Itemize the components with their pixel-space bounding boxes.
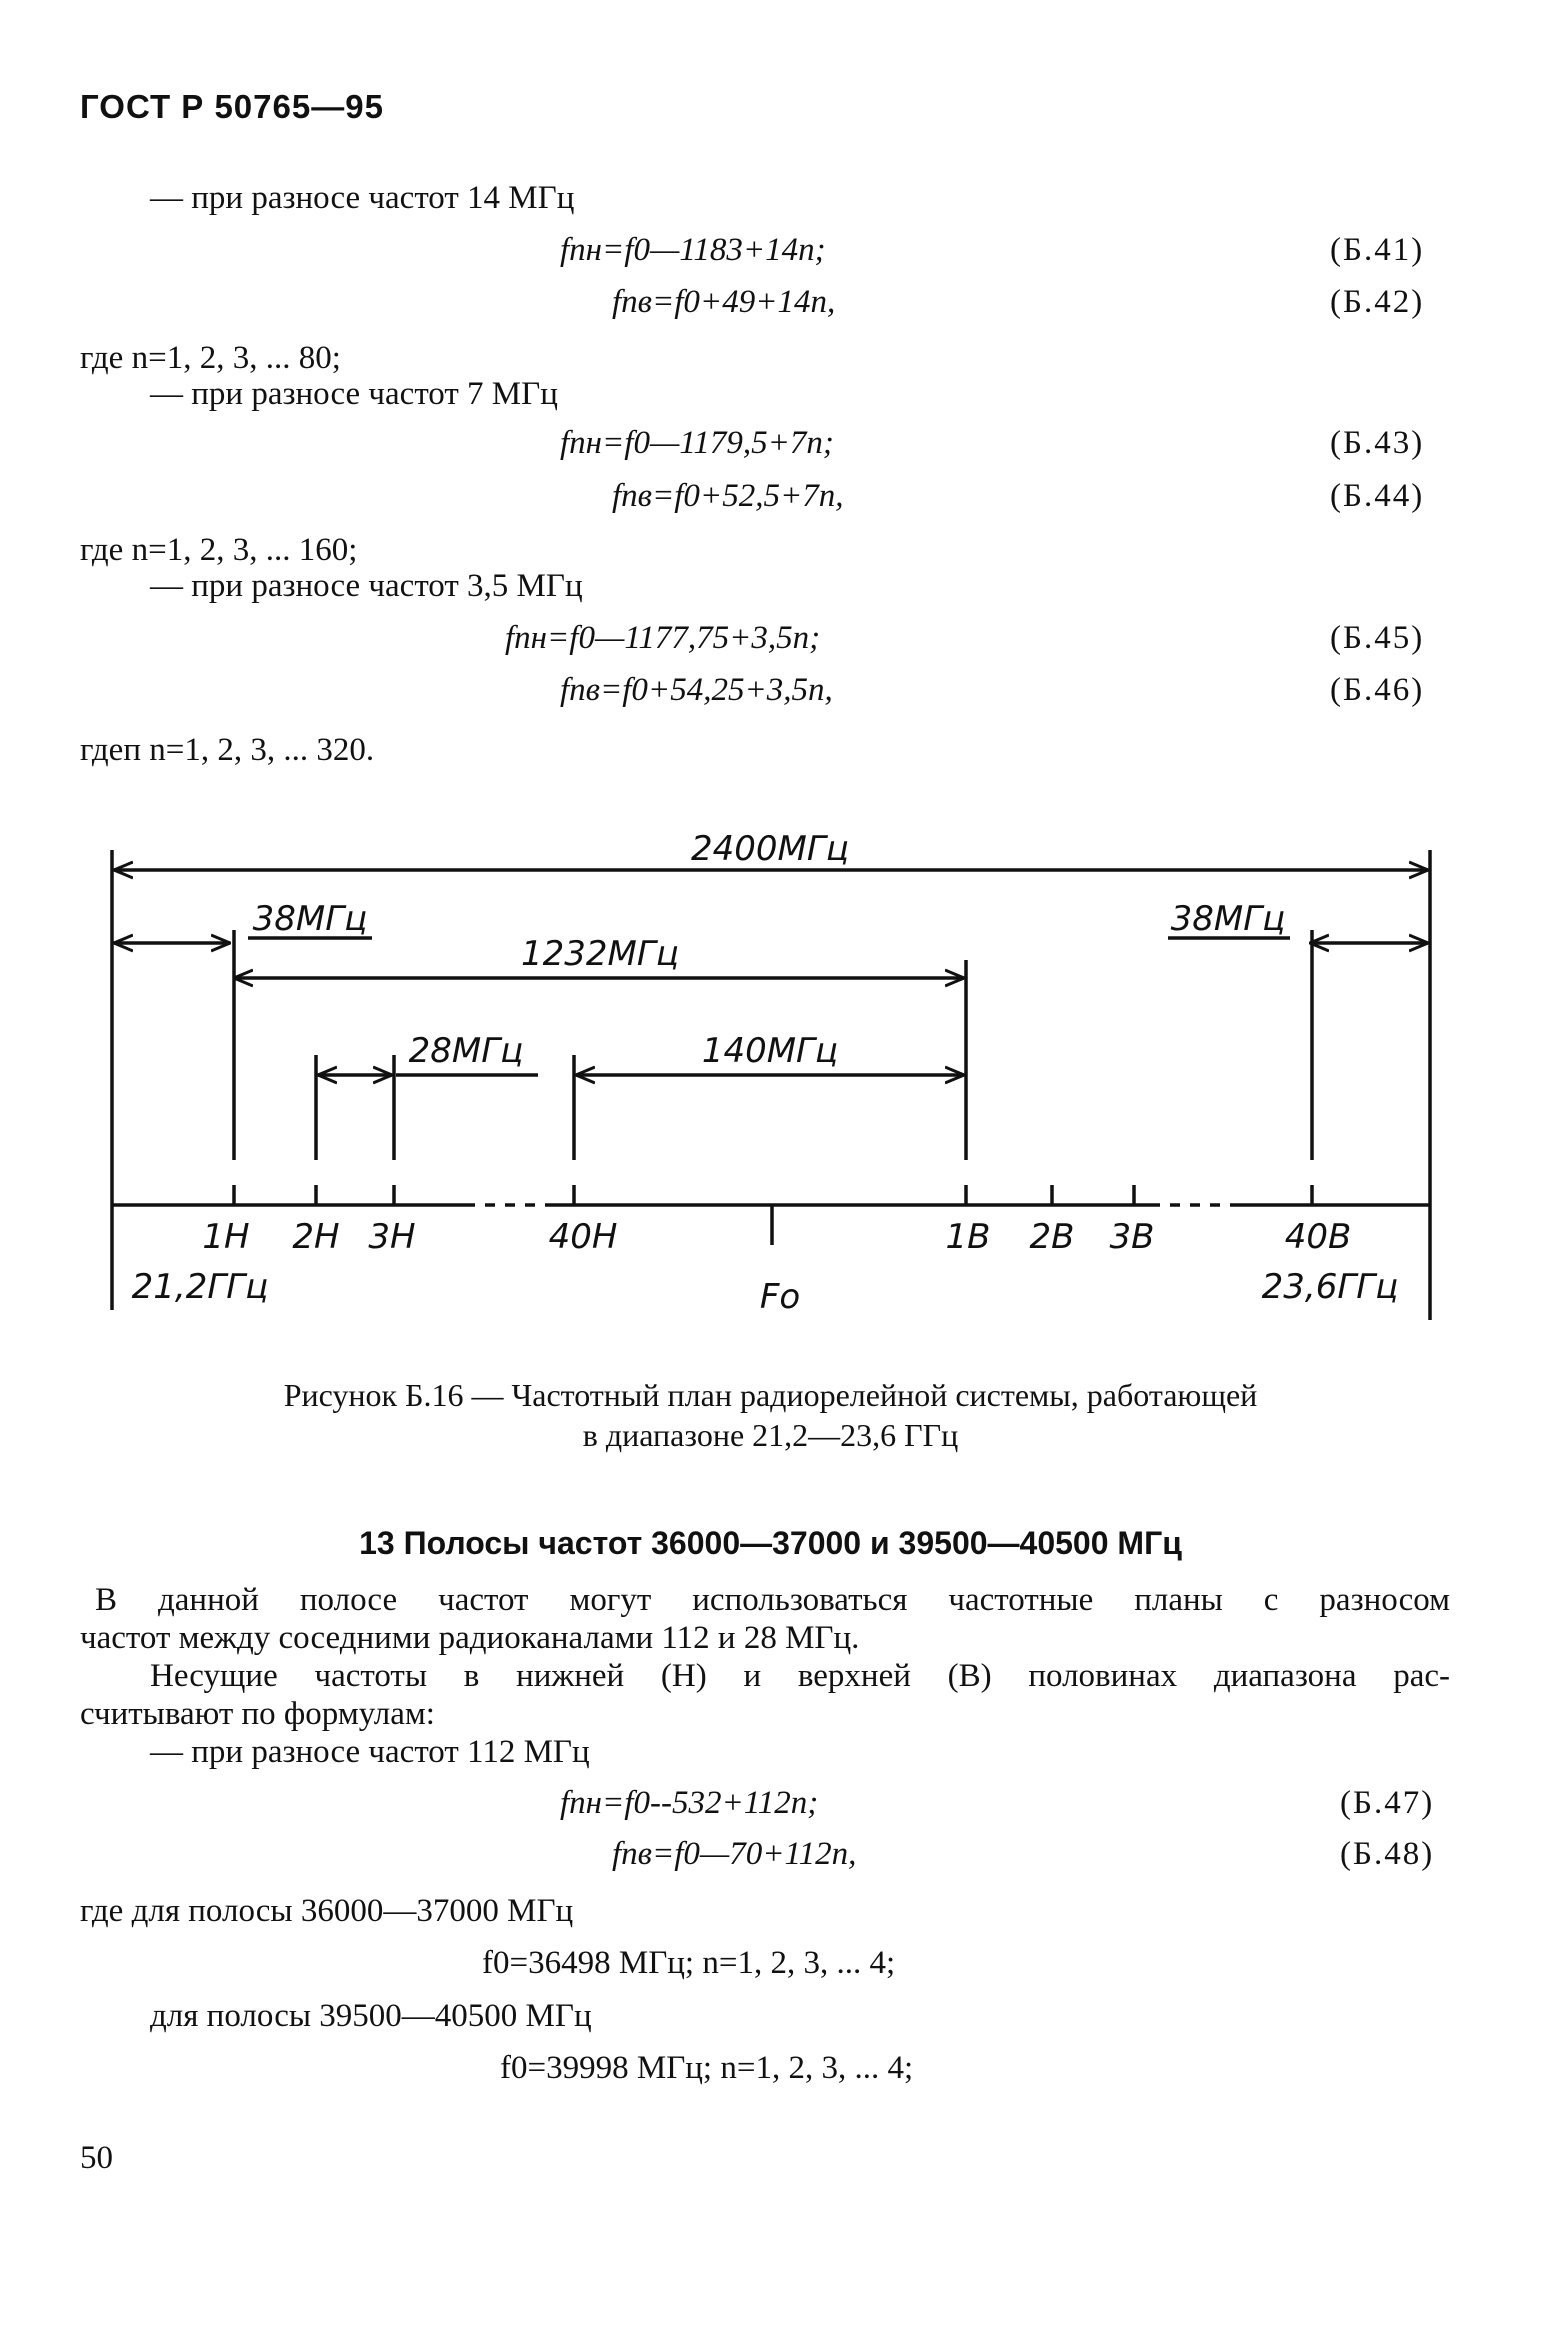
formula-b46: fпв=f0+54,25+3,5n, (560, 672, 833, 708)
frequency-low-label: 21,2ГГц (131, 1267, 269, 1307)
range-n-160: где n=1, 2, 3, ... 160; (80, 532, 358, 568)
band-1-f0: f0=36498 МГц; n=1, 2, 3, ... 4; (482, 1945, 896, 1981)
tick-label-1h: 1Н (202, 1217, 250, 1257)
spacing-14-intro: — при разносе частот 14 МГц (150, 180, 575, 216)
band-1-where: где для полосы 36000—37000 МГц (80, 1893, 574, 1929)
equation-number-b48: (Б.48) (1340, 1836, 1435, 1872)
tick-label-40b: 40В (1284, 1217, 1352, 1257)
page-number: 50 (80, 2140, 113, 2176)
tick-label-3b: 3В (1109, 1217, 1155, 1257)
tick-label-2b: 2В (1029, 1217, 1075, 1257)
paragraph-2-line-1: Несущие частоты в нижней (Н) и верхней (В) половинах диапазона рас- (150, 1658, 1450, 1694)
figure-caption-line-2: в диапазоне 21,2—23,6 ГГц (582, 1417, 959, 1453)
spacing-7-intro: — при разносе частот 7 МГц (150, 376, 558, 412)
frequency-high-label: 23,6ГГц (1261, 1267, 1399, 1307)
equation-number-b45: (Б.45) (1330, 620, 1425, 656)
formula-b44: fпв=f0+52,5+7n, (612, 478, 844, 514)
range-n-80: где n=1, 2, 3, ... 80; (80, 340, 341, 376)
spacing-112-intro: — при разносе частот 112 МГц (150, 1734, 590, 1770)
label-1232: 1232МГц (521, 934, 679, 974)
paragraph-1-line-1: В данной полосе частот могут использоваться частотные планы с разносом (95, 1582, 1450, 1618)
label-28: 28МГц (408, 1031, 524, 1071)
center-frequency-label: Fo (759, 1277, 801, 1317)
paragraph-1-line-2: частот между соседними радиоканалами 112 и 28 МГц. (80, 1620, 860, 1656)
equation-number-b43: (Б.43) (1330, 425, 1425, 461)
spacing-3-5-intro: — при разносе частот 3,5 МГц (150, 568, 583, 604)
tick-label-2h: 2Н (292, 1217, 340, 1257)
section-13-heading: 13 Полосы частот 36000—37000 и 39500—40500 МГц (359, 1525, 1182, 1561)
tick-label-1b: 1В (945, 1217, 991, 1257)
equation-number-b41: (Б.41) (1330, 232, 1425, 268)
figure-caption-line-1: Рисунок Б.16 — Частотный план радиорелейной системы, работающей (283, 1377, 1258, 1413)
equation-number-b46: (Б.46) (1330, 672, 1425, 708)
label-2400: 2400МГц (691, 830, 849, 869)
formula-b43: fпн=f0—1179,5+7n; (560, 425, 834, 461)
label-38-left: 38МГц (252, 899, 368, 939)
formula-b48: fпв=f0—70+112n, (612, 1836, 857, 1872)
document-header: ГОСТ Р 50765—95 (80, 88, 384, 125)
formula-b42: fпв=f0+49+14n, (612, 284, 836, 320)
band-2-f0: f0=39998 МГц; n=1, 2, 3, ... 4; (500, 2050, 914, 2086)
formula-b45: fпн=f0—1177,75+3,5n; (505, 620, 821, 656)
range-n-320: гдеп n=1, 2, 3, ... 320. (80, 732, 375, 768)
tick-label-40h: 40Н (548, 1217, 618, 1257)
frequency-plan-diagram (0, 830, 1541, 1350)
band-2-where: для полосы 39500—40500 МГц (150, 1998, 592, 2034)
paragraph-2-line-2: считывают по формулам: (80, 1696, 435, 1732)
formula-b41: fпн=f0—1183+14n; (560, 232, 826, 268)
equation-number-b47: (Б.47) (1340, 1785, 1435, 1821)
tick-label-3h: 3Н (368, 1217, 416, 1257)
equation-number-b42: (Б.42) (1330, 284, 1425, 320)
label-38-right: 38МГц (1170, 899, 1286, 939)
formula-b47: fпн=f0--532+112n; (560, 1785, 819, 1821)
label-140: 140МГц (701, 1031, 839, 1071)
equation-number-b44: (Б.44) (1330, 478, 1425, 514)
